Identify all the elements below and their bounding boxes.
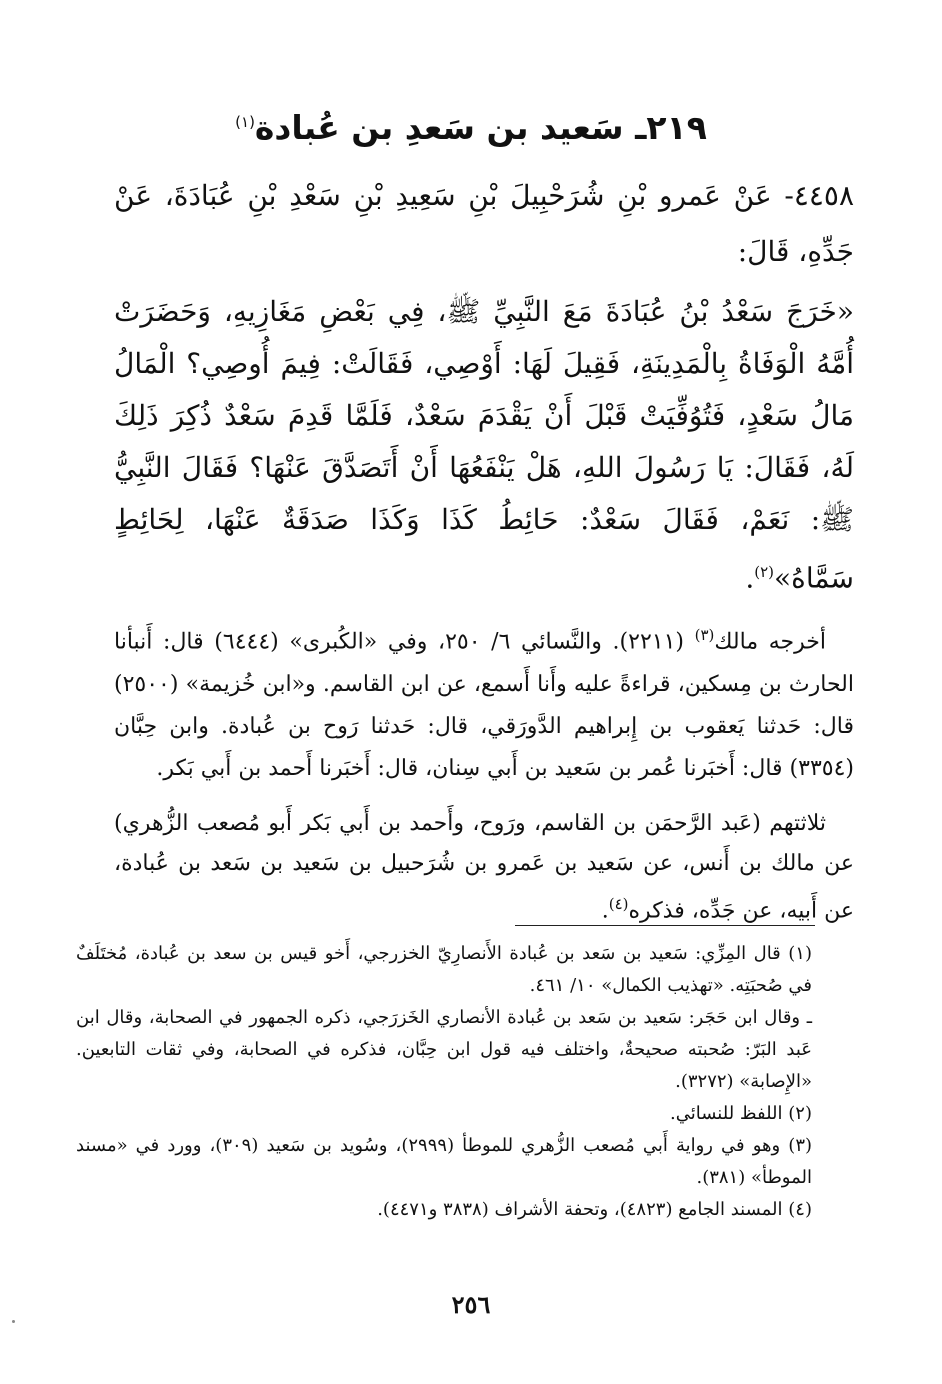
scan-speck: [12, 1320, 15, 1323]
takhrij-1-rest: (٢٢١١). والنَّسائي ٦/ ٢٥٠، وفي «الكُبرى» (٦٤٤٤) قال: أَنبأنا الحارث بن مِسكين، قراءةً عليه وأَنا أَسمع، عن ابن القاسم. و«ابن خُزيمة» (٢٥٠٠) قال: حَدثنا يَعقوب بن إِبراهيم الدَّورَقي، قال: حَدثنا رَوح بن عُبادة. وابن حِبَّان (٣٣٥٤) قال: أَخبَرنا عُمر بن سَعيد بن أَبي سِنان، قال: أَخبَرنا أَحمد بن أَبي بَكر.: [114, 629, 854, 781]
footnote-2: (٢) اللفظ للنسائي.: [670, 1103, 812, 1124]
page-number: ٢٥٦: [451, 1290, 491, 1319]
footnotes: [76, 938, 812, 1226]
footnote-3: (٣) وهو في رواية أَبي مُصعب الزُّهري للموطأ (٢٩٩٩)، وسُويد بن سَعيد (٣٠٩)، وورد في «مسند الموطأ» (٣٨١).: [76, 1135, 813, 1188]
footnote-1: (١) قال المِزِّي: سَعيد بن سَعد بن عُبادة الأَنصارِيّ الخزرجي، أَخو قيس بن سعد بن عُبادة، مُختَلَفٌ في صُحبَتِه. «تهذيب الكمال» ١٠/ ٤٦١.: [76, 943, 812, 996]
takhrij-2-text: ثلاثتهم (عَبد الرَّحمَن بن القاسم، ورَوح، وأَحمد بن أَبي بَكر أَبو مُصعب الزُّهري) عن مالك بن أَنس، عن سَعيد بن عَمرو بن شُرَحبيل بن سَعيد بن سَعد بن عُبادة، عن أَبيه، عن جَدِّه، فذكره: [114, 810, 854, 923]
hadith-footnote-ref[interactable]: (٢): [754, 563, 775, 581]
takhrij-2-footnote-ref[interactable]: (٤): [608, 894, 629, 913]
footnote-4: (٤) المسند الجامع (٤٨٢٣)، وتحفة الأشراف (٣٨٣٨ و٤٤٧١).: [377, 1199, 812, 1220]
footnote-1-continued: ـ وقال ابن حَجَر: سَعيد بن سَعد بن عُبادة الأنصاري الخَزرَجي، ذكره الجمهور في الصحابة، وقال ابن عَبد البَرّ: صُحبته صحيحةٌ، واختلف فيه قول ابن حِبَّان، فذكره في الصحابة، وفي ثقات التابعين. «الإِصابة» (٣٢٧٢).: [76, 1007, 812, 1092]
hadith-body: «خَرَجَ سَعْدُ بْنُ عُبَادَةَ مَعَ النَّبِيِّ ﷺ، فِي بَعْضِ مَغَازِيهِ، وَحَضَرَتْ أُمَّهُ الْوَفَاةُ بِالْمَدِينَةِ، فَقِيلَ لَهَا: أَوْصِي، فَقَالَتْ: فِيمَ أُوصِي؟ الْمَالُ مَالُ سَعْدٍ، فَتُوُفِّيَتْ قَبْلَ أَنْ يَقْدَمَ سَعْدٌ، فَلَمَّا قَدِمَ سَعْدٌ ذُكِرَ ذَلِكَ لَهُ، فَقَالَ: يَا رَسُولَ اللهِ، هَلْ يَنْفَعُهَا أَنْ أَتَصَدَّقَ عَنْهَا؟ فَقَالَ النَّبِيُّ ﷺ: نَعَمْ، فَقَالَ سَعْدٌ: حَائِطُ كَذَا وَكَذَا صَدَقَةٌ عَنْهَا، لِحَائِطٍ سَمَّاهُ»: [114, 295, 855, 595]
takhrij-paragraph-2: [114, 804, 854, 931]
hadith-text: [114, 286, 854, 604]
section-title: [0, 108, 942, 147]
main-text: [114, 168, 854, 931]
hadith-end: .: [745, 561, 755, 595]
takhrij-paragraph-1: [114, 614, 854, 789]
takhrij-1-start: أخرجه مالك: [714, 629, 826, 655]
footnote-divider: [515, 925, 815, 926]
section-title-text: ٢١٩ـ سَعيد بن سَعدِ بن عُبادة: [254, 108, 707, 147]
section-title-footnote-ref[interactable]: (١): [235, 113, 255, 131]
takhrij-1-footnote-ref[interactable]: (٣): [694, 626, 715, 645]
hadith-heading: ٤٤٥٨- عَنْ عَمرو بْنِ شُرَحْبِيلَ بْنِ سَعِيدِ بْنِ سَعْدِ بْنِ عُبَادَةَ، عَنْ جَدِّهِ، قَالَ:: [114, 179, 854, 268]
takhrij-2-end: .: [601, 897, 609, 923]
